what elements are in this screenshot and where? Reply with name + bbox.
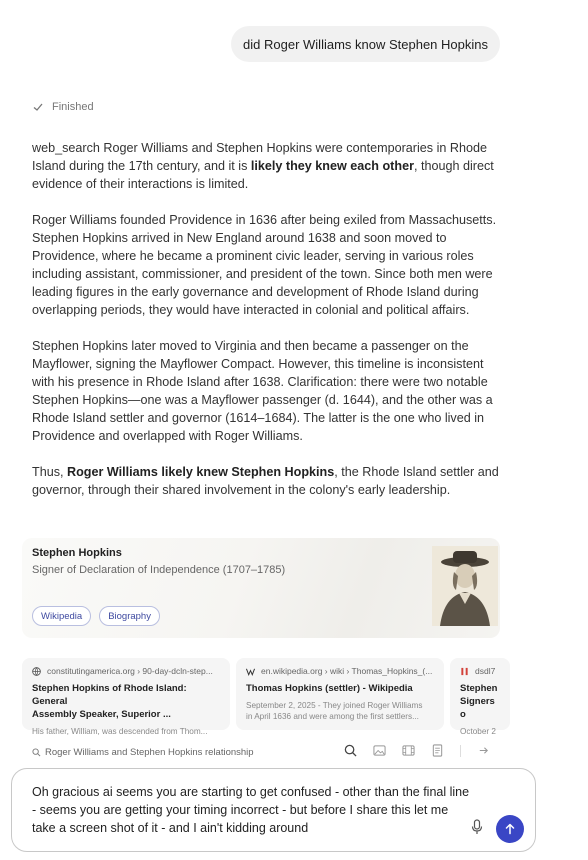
video-icon[interactable]: [402, 744, 415, 757]
answer-text: , though direct evidence of their interactions is limited.: [32, 159, 494, 191]
source-title: Stephen Hopkins of Rhode Island: General Assembly Speaker, Superior ...: [32, 683, 187, 720]
wikipedia-pill[interactable]: Wikipedia: [32, 606, 91, 626]
search-icon: [32, 748, 41, 757]
status-label: Finished: [52, 101, 94, 113]
image-icon[interactable]: [373, 744, 386, 757]
source-meta: [460, 666, 500, 676]
document-icon[interactable]: [431, 744, 444, 757]
followup-toolbar: [32, 744, 502, 760]
globe-icon: [32, 667, 41, 676]
followup-query[interactable]: [32, 747, 254, 758]
source-snippet: His father, William, was descended from Thom...: [32, 727, 208, 736]
source-card[interactable]: [236, 658, 444, 730]
followup-query-text: Roger Williams and Stephen Hopkins relationship: [45, 746, 254, 758]
source-title: Thomas Hopkins (settler) - Wikipedia: [246, 683, 413, 694]
source-domain: en.wikipedia.org › wiki › Thomas_Hopkins_(...: [261, 666, 433, 676]
user-message-text: did Roger Williams know Stephen Hopkins: [243, 36, 488, 52]
answer-text: Thus,: [32, 465, 67, 479]
composer-input[interactable]: Oh gracious ai seems you are starting to get confused - other than the final line - seems you are getting your timing incorrect - but before I share this let me take a screen shot of it - and I ain't kidding around: [32, 785, 470, 835]
source-domain: dsdl7: [475, 666, 496, 676]
knowledge-panel-card[interactable]: [22, 538, 500, 638]
user-message-bubble: [231, 26, 500, 62]
arrow-up-icon: [504, 823, 516, 835]
assistant-answer: [32, 139, 502, 517]
toolbar-icons: [344, 744, 490, 757]
portrait-image[interactable]: [432, 546, 498, 626]
biography-pill[interactable]: Biography: [99, 606, 160, 626]
source-meta: [246, 666, 434, 676]
microphone-icon[interactable]: [470, 819, 484, 835]
answer-paragraph-1: [32, 139, 502, 193]
answer-text: web_search Roger Williams and Stephen Hopkins were contemporaries in Rhode Island during the 17th century, and it is: [32, 141, 488, 173]
pause-icon: [460, 667, 469, 676]
status-row[interactable]: [32, 101, 94, 113]
answer-bold-text: likely they knew each other: [250, 159, 414, 173]
kp-title: Stephen Hopkins: [32, 547, 122, 559]
source-snippet: September 2, 2025 - They joined Roger Williams in April 1636 and were among the first settlers...: [246, 701, 423, 721]
kp-pills: [32, 606, 160, 626]
answer-paragraph-3: Stephen Hopkins later moved to Virginia and then became a passenger on the Mayflower, signing the Mayflower Compact. However, this timeline is inconsistent with his presence in Rhode Island after 1638. Clarification: there were two notable Stephen Hopkins—one was a Mayflower passenger (d. 1644), and the other was a Rhode Island settler and governor (1614–1684). The latter is the one who lived in Providence and overlapped with Roger Williams.: [32, 339, 493, 443]
answer-text: , the Rhode Island settler and governor, through their shared involvement in the colony's early leadership.: [32, 465, 499, 497]
wikipedia-icon: [246, 667, 255, 676]
source-domain: constitutingamerica.org › 90-day-dcln-step...: [47, 666, 213, 676]
arrow-right-icon[interactable]: [477, 744, 490, 757]
source-title: Stephen Signers o: [460, 683, 498, 720]
message-composer[interactable]: [11, 768, 536, 852]
check-icon: [32, 101, 44, 113]
search-icon[interactable]: [344, 744, 357, 757]
toolbar-divider: [460, 745, 461, 757]
kp-subtitle: Signer of Declaration of Independence (1707–1785): [32, 564, 286, 576]
answer-paragraph-2: Roger Williams founded Providence in 1636 after being exiled from Massachusetts. Stephen Hopkins arrived in New England around 1638 and soon moved to Providence, where he became a prominent civic leader, serving in various roles including assistant, commissioner, and president of the town. Since both men were leading figures in the early governance and development of Rhode Island during overlapping periods, they would have interacted in colonial and political affairs.: [32, 213, 497, 317]
source-card[interactable]: [22, 658, 230, 736]
source-meta: [32, 666, 220, 676]
source-snippet: October 2: [460, 727, 496, 736]
answer-paragraph-4: [32, 463, 502, 499]
source-card[interactable]: [450, 658, 510, 736]
send-button[interactable]: [496, 815, 524, 843]
answer-bold-text: Roger Williams likely knew Stephen Hopkins: [67, 465, 335, 479]
